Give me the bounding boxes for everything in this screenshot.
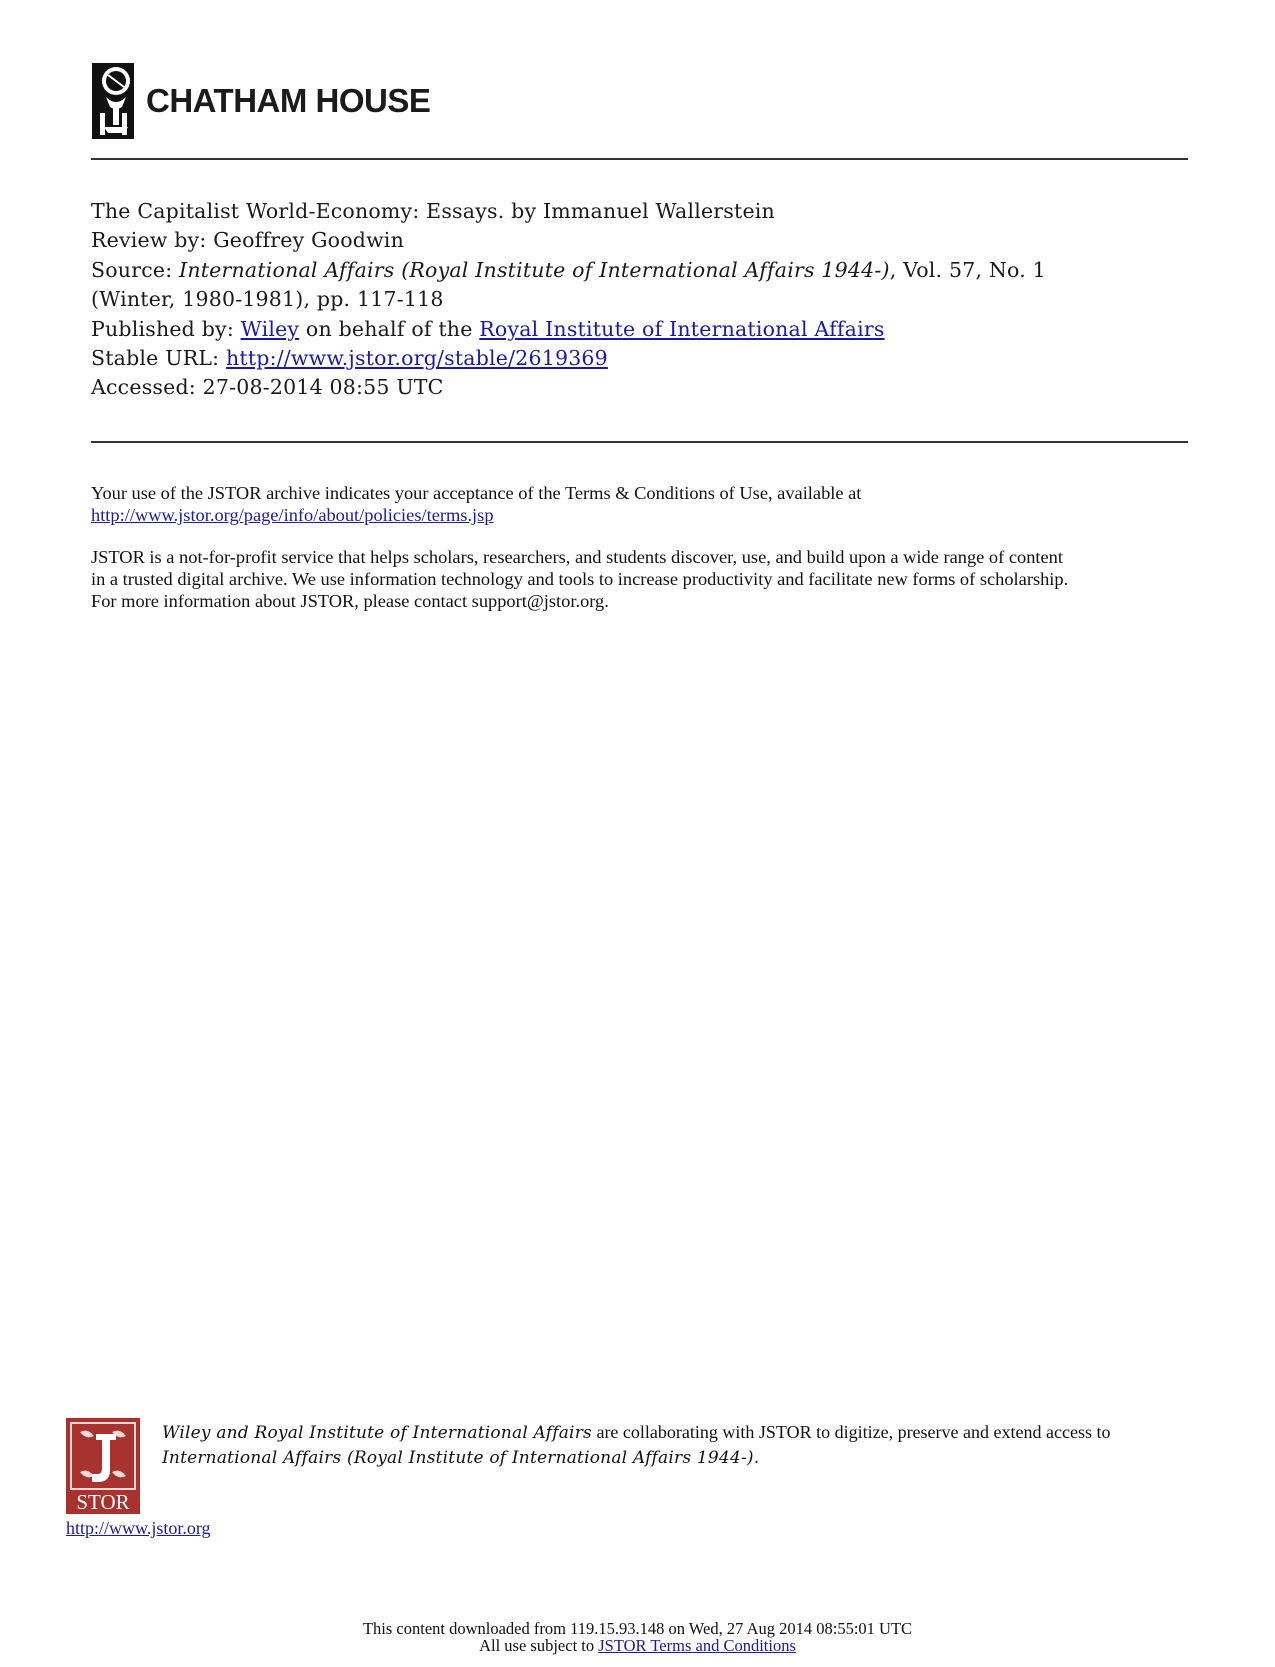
jstor-home-link[interactable]: http://www.jstor.org [66, 1518, 211, 1538]
logo-text: CHATHAM HOUSE [146, 82, 431, 119]
stable-url-line [91, 344, 1191, 373]
publisher-line [91, 315, 1191, 344]
collaboration-journal: International Affairs (Royal Institute of International Affairs 1944-). [162, 1448, 760, 1468]
use-notice [0, 1637, 1275, 1654]
published-mid: on behalf of the [299, 316, 480, 341]
stable-url-link[interactable]: http://www.jstor.org/stable/2619369 [225, 346, 608, 371]
use-prefix: All use subject to [479, 1636, 599, 1655]
collaboration-statement: are collaborating with JSTOR to digitize, preserve and extend access to [591, 1422, 1111, 1442]
terms-paragraph [91, 482, 1201, 526]
jstor-info-line-2: in a trusted digital archive. We use information technology and tools to increase productivity and facilitate new forms of scholarship. [91, 569, 1069, 589]
source-label: Source: [91, 257, 180, 282]
footer [0, 1620, 1275, 1654]
terms-block [91, 482, 1201, 632]
article-title: The Capitalist World-Economy: Essays. by Immanuel Wallerstein [91, 199, 775, 223]
chatham-house-logo [92, 63, 430, 139]
jstor-info-line-1: JSTOR is a not-for-profit service that helps scholars, researchers, and students discover, use, and build upon a wide range of content [91, 547, 1063, 567]
chatham-house-emblem-icon [92, 63, 134, 139]
collaboration-text [162, 1420, 1202, 1470]
terms-link[interactable]: http://www.jstor.org/page/info/about/policies/terms.jsp [91, 505, 494, 525]
jstor-logo-icon [66, 1418, 140, 1514]
collaboration-partners: Wiley and Royal Institute of International Affairs [162, 1423, 592, 1443]
citation-divider [91, 441, 1188, 443]
citation-block [91, 197, 1191, 403]
source-journal: International Affairs (Royal Institute of International Affairs 1944-) [179, 257, 890, 282]
jstor-info-paragraph [91, 546, 1201, 612]
institute-link[interactable]: Royal Institute of International Affairs [479, 316, 885, 341]
jstor-terms-link[interactable]: JSTOR Terms and Conditions [598, 1636, 796, 1655]
publisher-link[interactable]: Wiley [240, 316, 300, 341]
jstor-logo-text: STOR [76, 1490, 130, 1514]
source-volume: , Vol. 57, No. 1 [889, 257, 1046, 282]
header-divider [91, 158, 1188, 160]
terms-text: Your use of the JSTOR archive indicates your acceptance of the Terms & Conditions of Use, available at [91, 483, 862, 503]
jstor-info-line-3: For more information about JSTOR, please contact support@jstor.org. [91, 591, 609, 611]
source-line [91, 256, 1191, 285]
published-label: Published by: [91, 316, 241, 341]
reviewer-line: Review by: Geoffrey Goodwin [91, 228, 404, 253]
accessed-line: Accessed: 27-08-2014 08:55 UTC [91, 375, 444, 400]
stable-url-label: Stable URL: [91, 346, 226, 371]
download-notice: This content downloaded from 119.15.93.148 on Wed, 27 Aug 2014 08:55:01 UTC [362, 1619, 913, 1638]
source-issue-line: (Winter, 1980-1981), pp. 117-118 [91, 287, 444, 312]
